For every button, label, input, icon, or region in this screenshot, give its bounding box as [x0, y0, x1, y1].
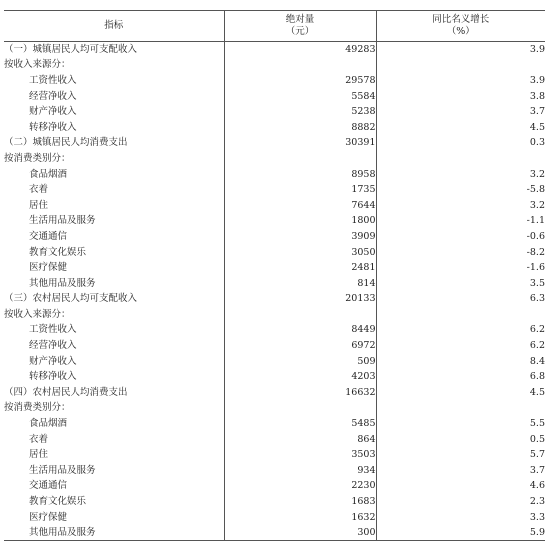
row-sub-item-label: 经营净收入	[29, 90, 77, 102]
row-category-label: 按消费类别分：	[4, 152, 71, 164]
table-row	[4, 57, 545, 73]
row-category-label: （三）农村居民人均可支配收入	[4, 293, 138, 305]
row-sub-item-label: 生活用品及服务	[29, 215, 96, 227]
row-growth-rate: 6.2	[376, 322, 545, 338]
row-absolute-value: 8882	[224, 119, 376, 135]
row-absolute-value: 49283	[224, 42, 376, 58]
row-growth-rate: 6.2	[376, 338, 545, 354]
row-growth-rate: 4.5	[376, 385, 545, 401]
row-sub-item-label: 经营净收入	[29, 340, 77, 352]
table-row	[4, 400, 545, 416]
row-sub-item-label: 工资性收入	[29, 324, 77, 336]
row-sub-item-label: 工资性收入	[29, 74, 77, 86]
row-sub-item-label: 交通通信	[29, 480, 68, 492]
row-sub-item-label: 居住	[29, 199, 49, 211]
table-row	[4, 322, 545, 338]
table-row	[4, 88, 545, 104]
row-sub-item-label: 医疗保健	[29, 262, 68, 274]
row-growth-rate: 6.8	[376, 369, 545, 385]
table-row	[4, 369, 545, 385]
header-absolute-value-unit: （元）	[285, 26, 315, 37]
table-row	[4, 478, 545, 494]
row-absolute-value	[224, 400, 376, 416]
row-growth-rate: 0.5	[376, 431, 545, 447]
table-row	[4, 353, 545, 369]
row-absolute-value: 509	[224, 353, 376, 369]
row-sub-item-label: 其他用品及服务	[4, 525, 224, 541]
row-growth-rate: 0.3	[376, 135, 545, 151]
row-absolute-value: 30391	[224, 135, 376, 151]
row-sub-item-label: 生活用品及服务	[29, 464, 96, 476]
table-row	[4, 338, 545, 354]
row-absolute-value: 5238	[224, 104, 376, 120]
row-growth-rate: 8.4	[376, 353, 545, 369]
table-row	[4, 197, 545, 213]
row-growth-rate: 5.5	[376, 416, 545, 432]
table-row	[4, 229, 545, 245]
row-growth-rate: 3.8	[376, 88, 545, 104]
row-sub-item-label: 教育文化娱乐	[29, 246, 87, 258]
row-absolute-value: 4203	[224, 369, 376, 385]
row-category-label: 按消费类别分：	[4, 402, 71, 414]
table-row	[4, 213, 545, 229]
row-sub-item-label: 医疗保健	[29, 511, 68, 523]
row-category-label: （四）农村居民人均消费支出	[4, 386, 128, 398]
row-growth-rate: 6.3	[376, 291, 545, 307]
row-growth-rate: -8.2	[376, 244, 545, 260]
row-absolute-value: 5485	[224, 416, 376, 432]
table-row	[4, 525, 545, 541]
row-sub-item-label: 衣着	[29, 433, 49, 445]
row-sub-item-label: 教育文化娱乐	[29, 496, 87, 508]
table-row	[4, 135, 545, 151]
table-row	[4, 494, 545, 510]
header-growth-unit: （%）	[446, 26, 475, 37]
row-absolute-value	[224, 57, 376, 73]
table-header	[4, 11, 545, 42]
row-absolute-value: 16632	[224, 385, 376, 401]
row-sub-item-label: 衣着	[29, 184, 49, 196]
table-row	[4, 119, 545, 135]
row-growth-rate: 2.3	[376, 494, 545, 510]
row-growth-rate: 4.6	[376, 478, 545, 494]
row-growth-rate	[376, 57, 545, 73]
row-absolute-value: 814	[224, 275, 376, 291]
row-sub-item-label: 转移净收入	[29, 371, 77, 383]
row-sub-item-label: 其他用品及服务	[29, 277, 96, 289]
table-row	[4, 447, 545, 463]
table-row	[4, 151, 545, 167]
row-absolute-value: 20133	[224, 291, 376, 307]
table-row	[4, 182, 545, 198]
header-growth	[376, 11, 545, 42]
row-growth-rate: 3.3	[376, 509, 545, 525]
row-absolute-value: 2230	[224, 478, 376, 494]
row-growth-rate: 3.2	[376, 197, 545, 213]
row-growth-rate: 3.9	[376, 42, 545, 58]
table-row	[4, 416, 545, 432]
row-growth-rate	[376, 400, 545, 416]
table-row	[4, 307, 545, 323]
row-growth-rate: 3.5	[376, 275, 545, 291]
row-absolute-value: 1632	[224, 509, 376, 525]
table-body	[4, 42, 545, 541]
row-absolute-value: 934	[224, 463, 376, 479]
row-sub-item-label: 食品烟酒	[29, 418, 68, 430]
header-indicator	[4, 11, 224, 42]
row-sub-item-label: 交通通信	[29, 230, 68, 242]
row-growth-rate: -1.6	[376, 260, 545, 276]
statistics-table	[4, 10, 545, 541]
header-absolute-value	[224, 11, 376, 42]
row-growth-rate: -5.8	[376, 182, 545, 198]
row-absolute-value	[224, 151, 376, 167]
row-absolute-value: 1735	[224, 182, 376, 198]
row-absolute-value: 2481	[224, 260, 376, 276]
table-row	[4, 509, 545, 525]
table-row	[4, 42, 545, 58]
row-growth-rate: -0.6	[376, 229, 545, 245]
table-row	[4, 260, 545, 276]
row-growth-rate: 5.9	[376, 525, 545, 541]
row-category-label: 按收入来源分：	[4, 59, 71, 71]
header-indicator-label: 指标	[104, 20, 124, 31]
row-growth-rate: 4.5	[376, 119, 545, 135]
row-sub-item-label: 食品烟酒	[29, 168, 68, 180]
row-growth-rate: 3.7	[376, 463, 545, 479]
table-row	[4, 166, 545, 182]
row-absolute-value	[224, 307, 376, 323]
table-row	[4, 463, 545, 479]
row-category-label: （二）城镇居民人均消费支出	[4, 137, 128, 149]
row-growth-rate: 3.2	[376, 166, 545, 182]
row-absolute-value: 8449	[224, 322, 376, 338]
row-category-label: （一）城镇居民人均可支配收入	[4, 44, 138, 56]
table-row	[4, 431, 545, 447]
row-absolute-value: 1800	[224, 213, 376, 229]
header-growth-label: 同比名义增长	[432, 14, 490, 25]
row-growth-rate	[376, 151, 545, 167]
table-row	[4, 385, 545, 401]
row-absolute-value: 5584	[224, 88, 376, 104]
row-sub-item-label: 财产净收入	[29, 106, 77, 118]
row-sub-item-label: 居住	[29, 449, 49, 461]
row-absolute-value: 3503	[224, 447, 376, 463]
row-category-label: 按收入来源分：	[4, 308, 71, 320]
row-absolute-value: 300	[224, 525, 376, 541]
table-row	[4, 275, 545, 291]
row-absolute-value: 3050	[224, 244, 376, 260]
table-row	[4, 104, 545, 120]
header-row	[4, 11, 545, 42]
row-absolute-value: 7644	[224, 197, 376, 213]
header-absolute-value-label: 绝对量	[285, 14, 315, 25]
row-absolute-value: 6972	[224, 338, 376, 354]
table-row	[4, 73, 545, 89]
table-row	[4, 244, 545, 260]
row-growth-rate: 3.7	[376, 104, 545, 120]
row-growth-rate: 3.9	[376, 73, 545, 89]
row-sub-item-label: 财产净收入	[29, 355, 77, 367]
row-growth-rate: 5.7	[376, 447, 545, 463]
row-absolute-value: 1683	[224, 494, 376, 510]
row-absolute-value: 3909	[224, 229, 376, 245]
row-growth-rate: -1.1	[376, 213, 545, 229]
row-absolute-value: 8958	[224, 166, 376, 182]
row-sub-item-label: 转移净收入	[29, 121, 77, 133]
row-growth-rate	[376, 307, 545, 323]
row-absolute-value: 29578	[224, 73, 376, 89]
table-row	[4, 291, 545, 307]
row-absolute-value: 864	[224, 431, 376, 447]
